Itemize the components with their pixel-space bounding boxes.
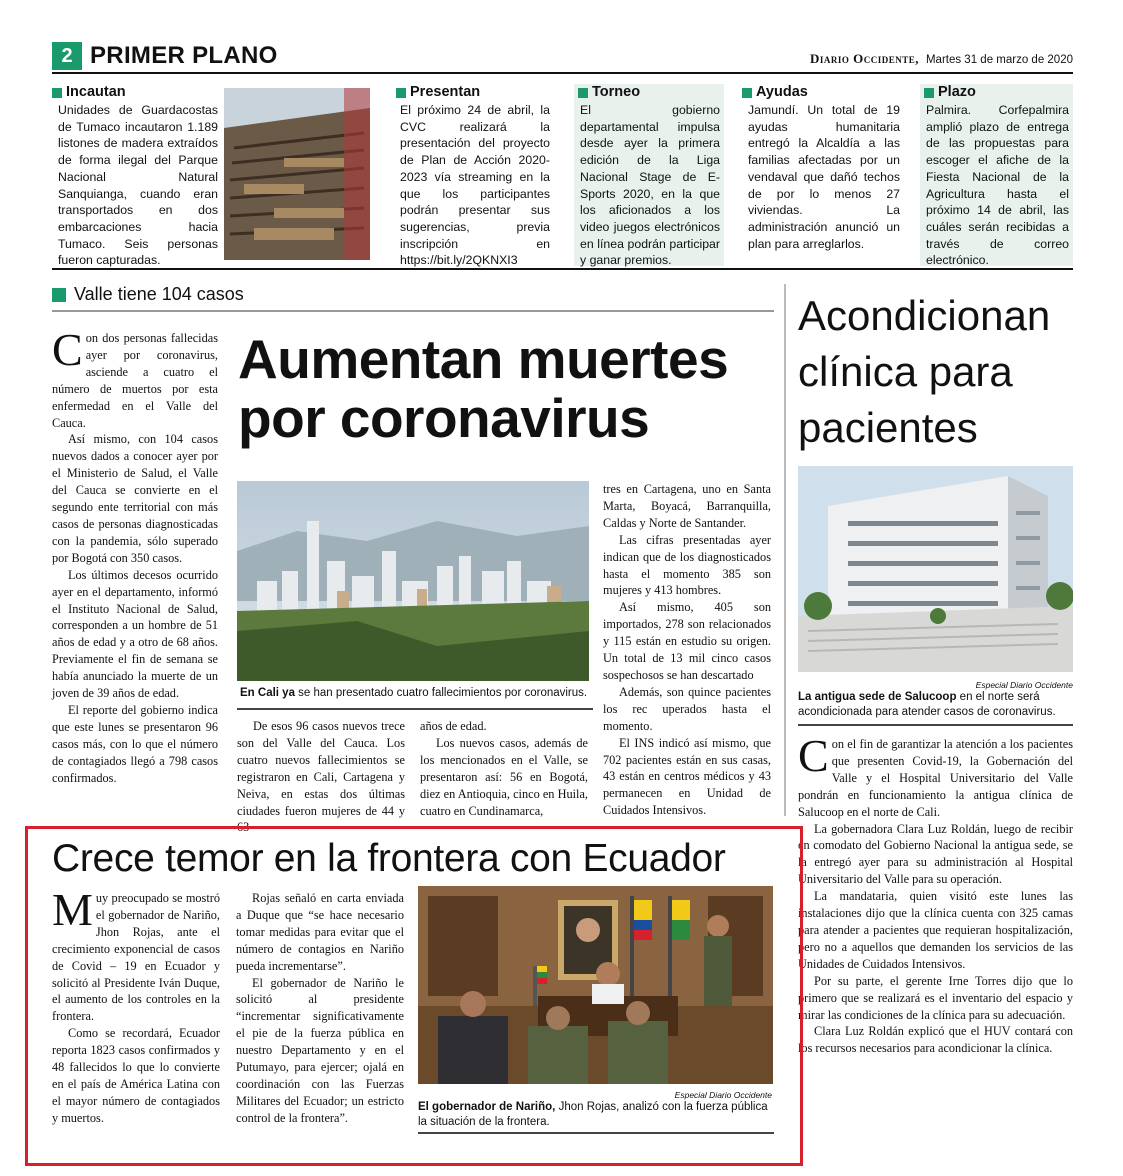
brief-title: Ayudas [756, 84, 808, 100]
masthead [810, 51, 1073, 67]
cali-city-photo [237, 481, 589, 681]
clinic-building-photo [798, 466, 1073, 672]
brief-text: El próximo 24 de abril, la CVC realizará la presentación del proyecto de Plan de Acción 2020-2023 vía streaming en la que los participantes podrán presentar sus sugerencias, previa inscripción en https://bit.ly/2QKNXI3 [400, 103, 550, 268]
briefs-rule [52, 268, 1073, 270]
story-kicker: Valle tiene 104 casos [52, 284, 244, 305]
brief-text: El gobierno departamental impulsa desde ayer la primera edición de la Liga Nacional Stage de E-Sports 2020, en la que los aficionados a los video juegos electrónicos en línea podrán participar y ganar premios. [580, 103, 720, 268]
brief-title: Incautan [66, 84, 126, 100]
publication-name: Diario Occidente, [809, 51, 919, 66]
main-headline: Aumentan muertes por coronavirus [238, 328, 729, 449]
brief-incautan [52, 84, 220, 266]
brief-plazo [920, 84, 1073, 266]
brief-title: Presentan [410, 84, 481, 100]
clinic-photo-caption: La antigua sede de Salucoop en el norte será acondicionada para atender casos de coronavirus. [798, 691, 1056, 718]
photo-credit: Especial Diario Occidente [975, 680, 1073, 690]
square-bullet-icon [396, 88, 406, 98]
drop-cap: C [798, 730, 829, 781]
main-story-col1: Con dos personas fallecidas ayer por coronavirus, asciende a cuatro el número de muertos por esta enfermedad en el Valle del Cauca. Así mismo, con 104 casos nuevos dados a conocer ayer por el Ministerio de Salud, el Valle del Cauca se convierte en el segundo ente territorial con más casos de personas diagnosticadas con la pandemia, sólo superado por Bogotá con 350 casos. Los últimos decesos ocurrido ayer en el departamento, informó el Instituto Nacional de Salud, corresponden a un hombre de 51 años de edad y a otro de 68 años. Previamente el fin de semana se había anunciado la muerte de un joven de 39 años de edad. El reporte del gobierno indica que este lunes se presentaron 96 casos más, con lo que el número de contagiados llegó a 798 casos confirmados. [52, 324, 218, 785]
brief-text: Unidades de Guardacostas de Tumaco incautaron 1.189 listones de madera extraídos de forma ilegal del Parque Nacional Natural Sanquianga, cuando eran transportados en dos embarcaciones hacia Tumaco. Seis personas fueron capturadas. [58, 103, 218, 268]
brief-title: Torneo [592, 84, 641, 100]
timber-seizure-photo [224, 88, 370, 260]
side-headline: Acondicionan clínica para pacientes [798, 292, 1051, 451]
caption-rule [237, 708, 593, 710]
brief-ayudas [742, 84, 902, 266]
square-bullet-icon [52, 288, 66, 302]
brief-text: Jamundí. Un total de 19 ayudas humanitaria entregó la Alcaldía a las familias afectadas por un vendaval que dañó techos de por lo menos 27 viviendas. La administración anunció un plan para arreglarlos. [748, 103, 900, 251]
cali-photo-caption: En Cali ya se han presentado cuatro fallecimientos por coronavirus. [240, 687, 588, 699]
governor-meeting-photo [418, 886, 773, 1084]
drop-cap: M [52, 884, 93, 935]
brief-title: Plazo [938, 84, 976, 100]
header-rule [52, 72, 1073, 74]
brief-torneo [574, 84, 724, 266]
square-bullet-icon [52, 88, 62, 98]
square-bullet-icon [742, 88, 752, 98]
section-title: PRIMER PLANO [90, 42, 278, 69]
main-story-col3: años de edad. Los nuevos casos, además de los mencionados en el Valle, se presentaron así: 56 en Bogotá, diez en Antioquia, cinco en Huila, cuatro en Cundinamarca, [420, 719, 588, 818]
side-story-body: Con el fin de garantizar la atención a los pacientes que presenten Covid-19, la Gobernación del Valle y el Hospital Universitario del Valle pondrán en funcionamiento la antigua clínica de Salucoop en el norte de Cali. La gobernadora Clara Luz Roldán, luego de recibir en comodato del Gobierno Nacional la antigua sede, se la entregó ayer para su administración al Hospital Universitario del Valle para su operación. La mandataria, quien visitó este lunes las instalaciones dijo que la clínica cuenta con 325 camas para atender a pacientes que requieran hospitalización, pero no a aquellos que demanden los servicios de las Unidades de Cuidados Intensivos. Por su parte, el gerente Irne Torres dijo que lo primero que se realizará es el inventario del espacio y mirar las condiciones de la clínica para su adecuación. Clara Luz Roldán explicó que el HUV contará con los recursos necesarios para acondicionar la clínica. [798, 730, 1073, 1056]
page-number: 2 [52, 42, 82, 70]
square-bullet-icon [924, 88, 934, 98]
column-divider [784, 284, 786, 816]
kicker-rule [52, 310, 774, 312]
caption-rule [798, 724, 1073, 726]
caption-rule [418, 1132, 774, 1134]
governor-photo-caption: El gobernador de Nariño, Jhon Rojas, analizó con la fuerza pública la situación de la frontera. [418, 1101, 768, 1128]
photo-credit: Especial Diario Occidente [674, 1090, 772, 1100]
issue-date: Martes 31 de marzo de 2020 [925, 54, 1073, 66]
brief-text: Palmira. Corfepalmira amplió plazo de entrega de las propuestas para escoger el afiche de la Fiesta Nacional de la Agricultura hasta el próximo 14 de abril, las cuáles serán recibidas a través de correo electrónico. [926, 103, 1069, 268]
main-story-col2: De esos 96 casos nuevos trece son del Valle del Cauca. Los cuatro nuevos fallecimientos se registraron en Cali, Cartagena y Neiva, en estas dos últimas ciudades fueron mujeres de 44 y 63 [237, 719, 405, 835]
ecuador-story-col2: Rojas señaló en carta enviada a Duque que “se hace necesario tomar medidas para evitar que el número de contagios en Nariño pueda incrementarse”. El gobernador de Nariño le solicitó al presidente “incrementar significativamente el pie de la fuerza pública en nuestro Departamento y en el Putumayo, para ejercer; ojalá en coordinación con las Fuerzas Militares del Ecuador; un estricto control de la frontera”. [236, 891, 404, 1125]
brief-presentan [396, 84, 552, 266]
ecuador-story-col1: Muy preocupado se mostró el gobernador de Nariño, Jhon Rojas, ante el crecimiento exponencial de casos de Covid – 19 en Ecuador y solicitó al Presidente Iván Duque, el aumento de los controles en la frontera. Como se recordará, Ecuador reporta 1823 casos confirmados y 48 fallecidos lo que lo convierte en el país de América Latina con el mayor número de contagiados y muertos. [52, 884, 220, 1125]
square-bullet-icon [578, 88, 588, 98]
ecuador-headline: Crece temor en la frontera con Ecuador [52, 837, 726, 880]
main-story-col4: tres en Cartagena, uno en Santa Marta, Boyacá, Barranquilla, Caldas y Norte de Santander. Las cifras presentadas ayer indican que de los diagnosticados hasta el momento 385 son mujeres y 413 hombres. Así mismo, 405 son importados, 278 son relacionados y 115 están en estudio su origen. Un total de 13 mil cinco casos sospechosos se han descartado Además, son quince pacientes los rec uperados hasta el momento. El INS indicó así mismo, que 702 pacientes están en sus casas, 43 están en centros médicos y 43 permanecen en Unidad de Cuidados Intensivos. [603, 482, 771, 818]
drop-cap: C [52, 324, 83, 375]
